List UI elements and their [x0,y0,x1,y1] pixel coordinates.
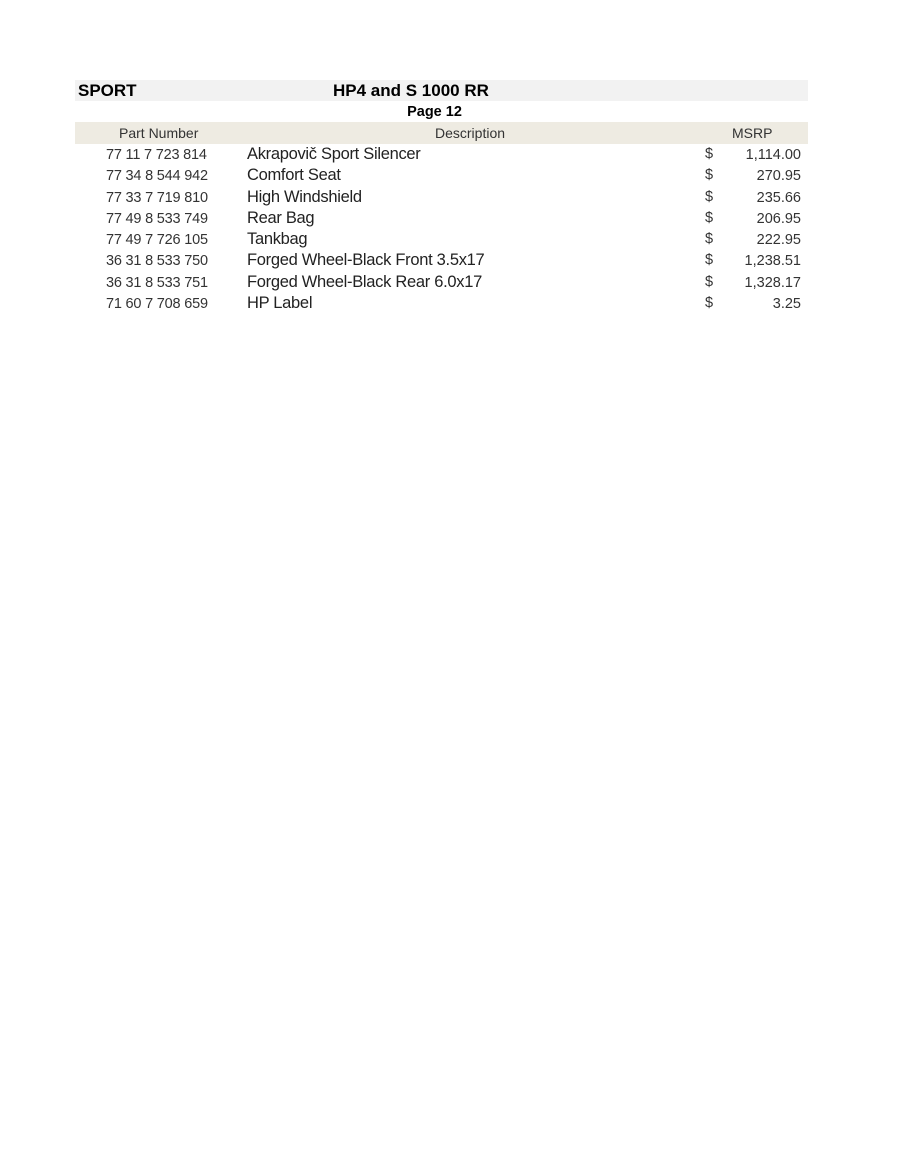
column-header-msrp: MSRP [732,125,773,141]
currency-symbol: $ [705,188,714,205]
msrp-cell: 270.95 [756,168,801,185]
part-number-cell: 36 31 8 533 751 [106,274,208,291]
column-header-description: Description [435,125,506,141]
model-title: HP4 and S 1000 RR [333,81,489,100]
table-row [75,250,808,271]
column-header-part-number: Part Number [119,125,199,141]
page-number-row [75,101,808,122]
description-cell: Comfort Seat [247,166,341,185]
part-number-cell: 77 34 8 544 942 [106,168,208,185]
table-row [75,293,808,314]
currency-symbol: $ [705,252,714,269]
table-header [75,122,808,144]
description-cell: High Windshield [247,187,362,206]
price-list-sheet [75,80,808,314]
part-number-cell: 77 49 8 533 749 [106,210,208,227]
part-number-cell: 77 11 7 723 814 [106,147,207,163]
msrp-cell: 235.66 [756,189,801,206]
currency-symbol: $ [705,167,714,184]
msrp-cell: 1,328.17 [744,274,801,291]
msrp-cell: 222.95 [756,232,801,249]
table-row [75,187,808,208]
table-row [75,272,808,293]
description-cell: Akrapovič Sport Silencer [247,145,421,163]
description-cell: Rear Bag [247,208,315,227]
currency-symbol: $ [705,273,714,290]
msrp-cell: 1,114.00 [745,147,801,163]
msrp-cell: 1,238.51 [744,253,801,270]
table-row [75,208,808,229]
table-body [75,144,808,314]
currency-symbol: $ [705,146,714,162]
currency-symbol: $ [705,295,714,312]
currency-symbol: $ [705,209,714,226]
title-row [75,80,808,101]
description-cell: Forged Wheel-Black Front 3.5x17 [247,251,485,270]
msrp-cell: 206.95 [756,210,801,227]
part-number-cell: 77 33 7 719 810 [106,189,208,206]
msrp-cell: 3.25 [772,296,801,313]
part-number-cell: 77 49 7 726 105 [106,232,208,249]
description-cell: Tankbag [247,230,308,249]
page-number: Page 12 [407,104,462,120]
table-row [75,144,808,165]
table-row [75,165,808,186]
description-cell: Forged Wheel-Black Rear 6.0x17 [247,272,482,291]
table-row [75,229,808,250]
part-number-cell: 36 31 8 533 750 [106,253,208,270]
currency-symbol: $ [705,231,714,248]
category-title: SPORT [78,81,137,100]
description-cell: HP Label [247,294,313,313]
part-number-cell: 71 60 7 708 659 [106,296,208,313]
